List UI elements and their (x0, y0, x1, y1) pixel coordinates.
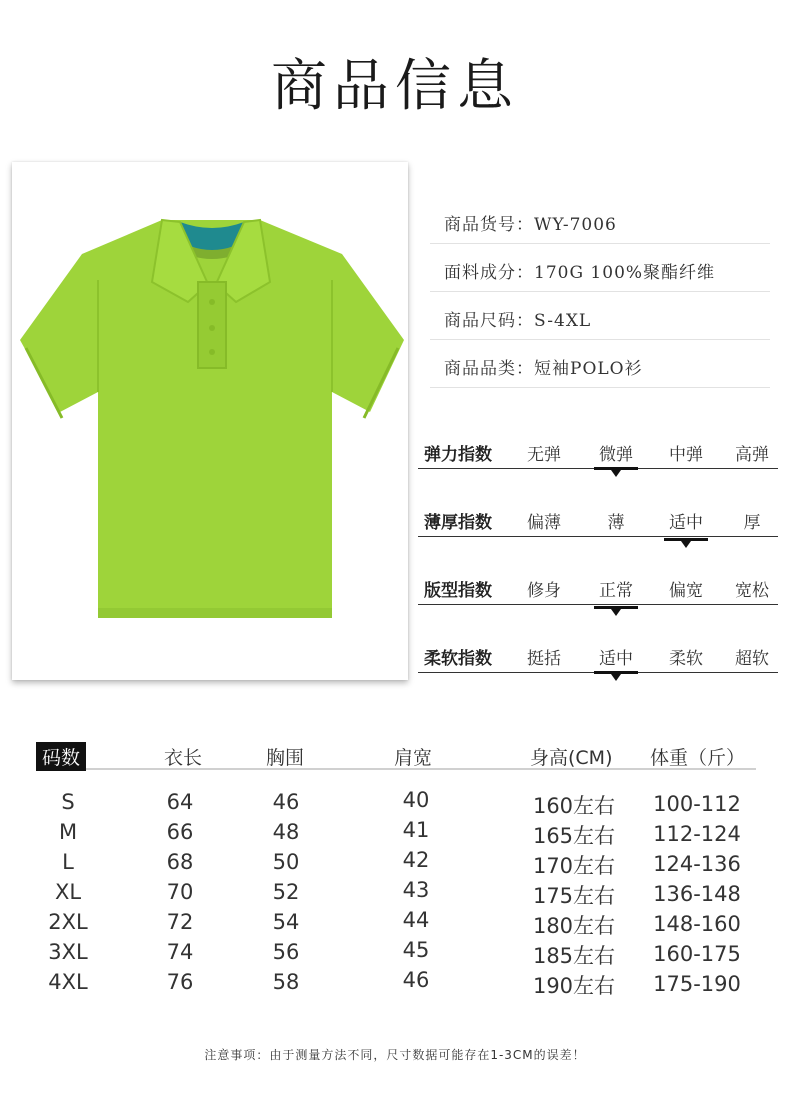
spec-value: WY-7006 (534, 215, 617, 235)
index-label: 版型指数 (424, 581, 492, 601)
table-cell: 72 (166, 910, 194, 934)
spec-label: 商品货号： (444, 215, 534, 235)
index-option-selected: 适中 (586, 644, 646, 669)
index-option: 宽松 (735, 581, 769, 601)
index-label: 柔软指数 (424, 649, 492, 669)
table-cell: 54 (272, 910, 300, 934)
spec-row-category (430, 340, 770, 388)
measurement-note: 注意事项：由于测量方法不同，尺寸数据可能存在1-3CM的误差！ (204, 1048, 586, 1062)
selected-marker-icon (611, 674, 621, 681)
product-image-card (12, 162, 408, 680)
index-option: 柔软 (669, 649, 703, 669)
spec-value: 短袖POLO衫 (534, 359, 643, 379)
table-cell: M (58, 820, 78, 844)
table-cell: 190左右 (532, 974, 616, 998)
index-option: 薄 (607, 513, 625, 533)
table-row (36, 940, 756, 970)
table-cell: 136-148 (653, 882, 741, 906)
index-thickness (418, 498, 778, 558)
header-size: 码数 (36, 742, 86, 771)
index-option: 无弹 (527, 445, 561, 465)
header-height: 身高(CM) (530, 747, 613, 769)
index-divider (418, 536, 778, 537)
spec-row-sku (430, 196, 770, 244)
index-option-selected: 微弹 (586, 440, 646, 465)
spec-value: S-4XL (534, 311, 592, 331)
table-cell: 52 (272, 880, 300, 904)
table-cell: 160左右 (532, 794, 616, 818)
table-cell: 68 (166, 850, 194, 874)
index-option: 挺括 (527, 649, 561, 669)
index-option: 偏宽 (669, 581, 703, 601)
table-cell: 56 (272, 940, 300, 964)
table-cell: 66 (166, 820, 194, 844)
spec-row-size (430, 292, 770, 340)
index-fit (418, 566, 778, 626)
table-cell: 40 (402, 788, 430, 812)
table-cell: 112-124 (653, 822, 741, 846)
index-option-selected: 正常 (586, 576, 646, 601)
table-row (36, 790, 756, 820)
index-elasticity (418, 430, 778, 490)
table-cell: 175-190 (653, 972, 741, 996)
table-cell: 76 (166, 970, 194, 994)
selected-marker-icon (611, 470, 621, 477)
index-label: 薄厚指数 (424, 513, 492, 533)
selected-marker-icon (681, 541, 691, 548)
table-cell: 41 (402, 818, 430, 842)
index-option: 偏薄 (527, 513, 561, 533)
table-cell: 185左右 (532, 944, 616, 968)
table-cell: 50 (272, 850, 300, 874)
table-cell: 58 (272, 970, 300, 994)
index-option: 中弹 (669, 445, 703, 465)
header-shoulder: 肩宽 (394, 747, 433, 769)
polo-shirt-image (12, 162, 408, 680)
table-cell: 124-136 (653, 852, 741, 876)
spec-label: 商品尺码： (444, 311, 534, 331)
table-cell: 100-112 (653, 792, 741, 816)
spec-row-fabric (430, 244, 770, 292)
index-softness (418, 634, 778, 694)
table-cell: 42 (402, 848, 430, 872)
table-row (36, 910, 756, 940)
table-cell: 45 (402, 938, 430, 962)
spec-value: 170G 100%聚酯纤维 (534, 263, 716, 283)
spec-label: 面料成分： (444, 263, 534, 283)
table-row (36, 880, 756, 910)
table-cell: L (62, 850, 74, 874)
size-table-header (36, 740, 756, 770)
table-cell: 3XL (48, 940, 88, 964)
table-cell: 148-160 (653, 912, 741, 936)
spec-label: 商品品类： (444, 359, 534, 379)
size-table (36, 740, 756, 998)
table-cell: XL (54, 880, 82, 904)
table-cell: 43 (402, 878, 430, 902)
table-cell: 70 (166, 880, 194, 904)
table-cell: 2XL (48, 910, 88, 934)
table-cell: 4XL (48, 970, 88, 994)
table-cell: 46 (272, 790, 300, 814)
spec-list (430, 196, 770, 388)
index-option: 超软 (735, 649, 769, 669)
table-cell: 165左右 (532, 824, 616, 848)
index-option: 厚 (743, 513, 761, 533)
table-cell: 175左右 (532, 884, 616, 908)
header-length: 衣长 (164, 747, 203, 769)
table-row (36, 850, 756, 880)
table-cell: S (61, 790, 75, 814)
table-cell: 44 (402, 908, 430, 932)
index-label: 弹力指数 (424, 445, 492, 465)
selected-marker-icon (611, 609, 621, 616)
index-option: 高弹 (735, 445, 769, 465)
table-cell: 64 (166, 790, 194, 814)
table-cell: 170左右 (532, 854, 616, 878)
table-row (36, 820, 756, 850)
index-option: 修身 (527, 581, 561, 601)
page-title: 商品信息 (271, 54, 519, 119)
table-cell: 48 (272, 820, 300, 844)
table-row (36, 970, 756, 1000)
header-chest: 胸围 (266, 747, 305, 769)
header-weight: 体重（斤） (650, 747, 746, 769)
table-cell: 180左右 (532, 914, 616, 938)
table-cell: 46 (402, 968, 430, 992)
index-divider (418, 604, 778, 605)
table-cell: 160-175 (653, 942, 741, 966)
table-cell: 74 (166, 940, 194, 964)
index-option-selected: 适中 (656, 508, 716, 533)
